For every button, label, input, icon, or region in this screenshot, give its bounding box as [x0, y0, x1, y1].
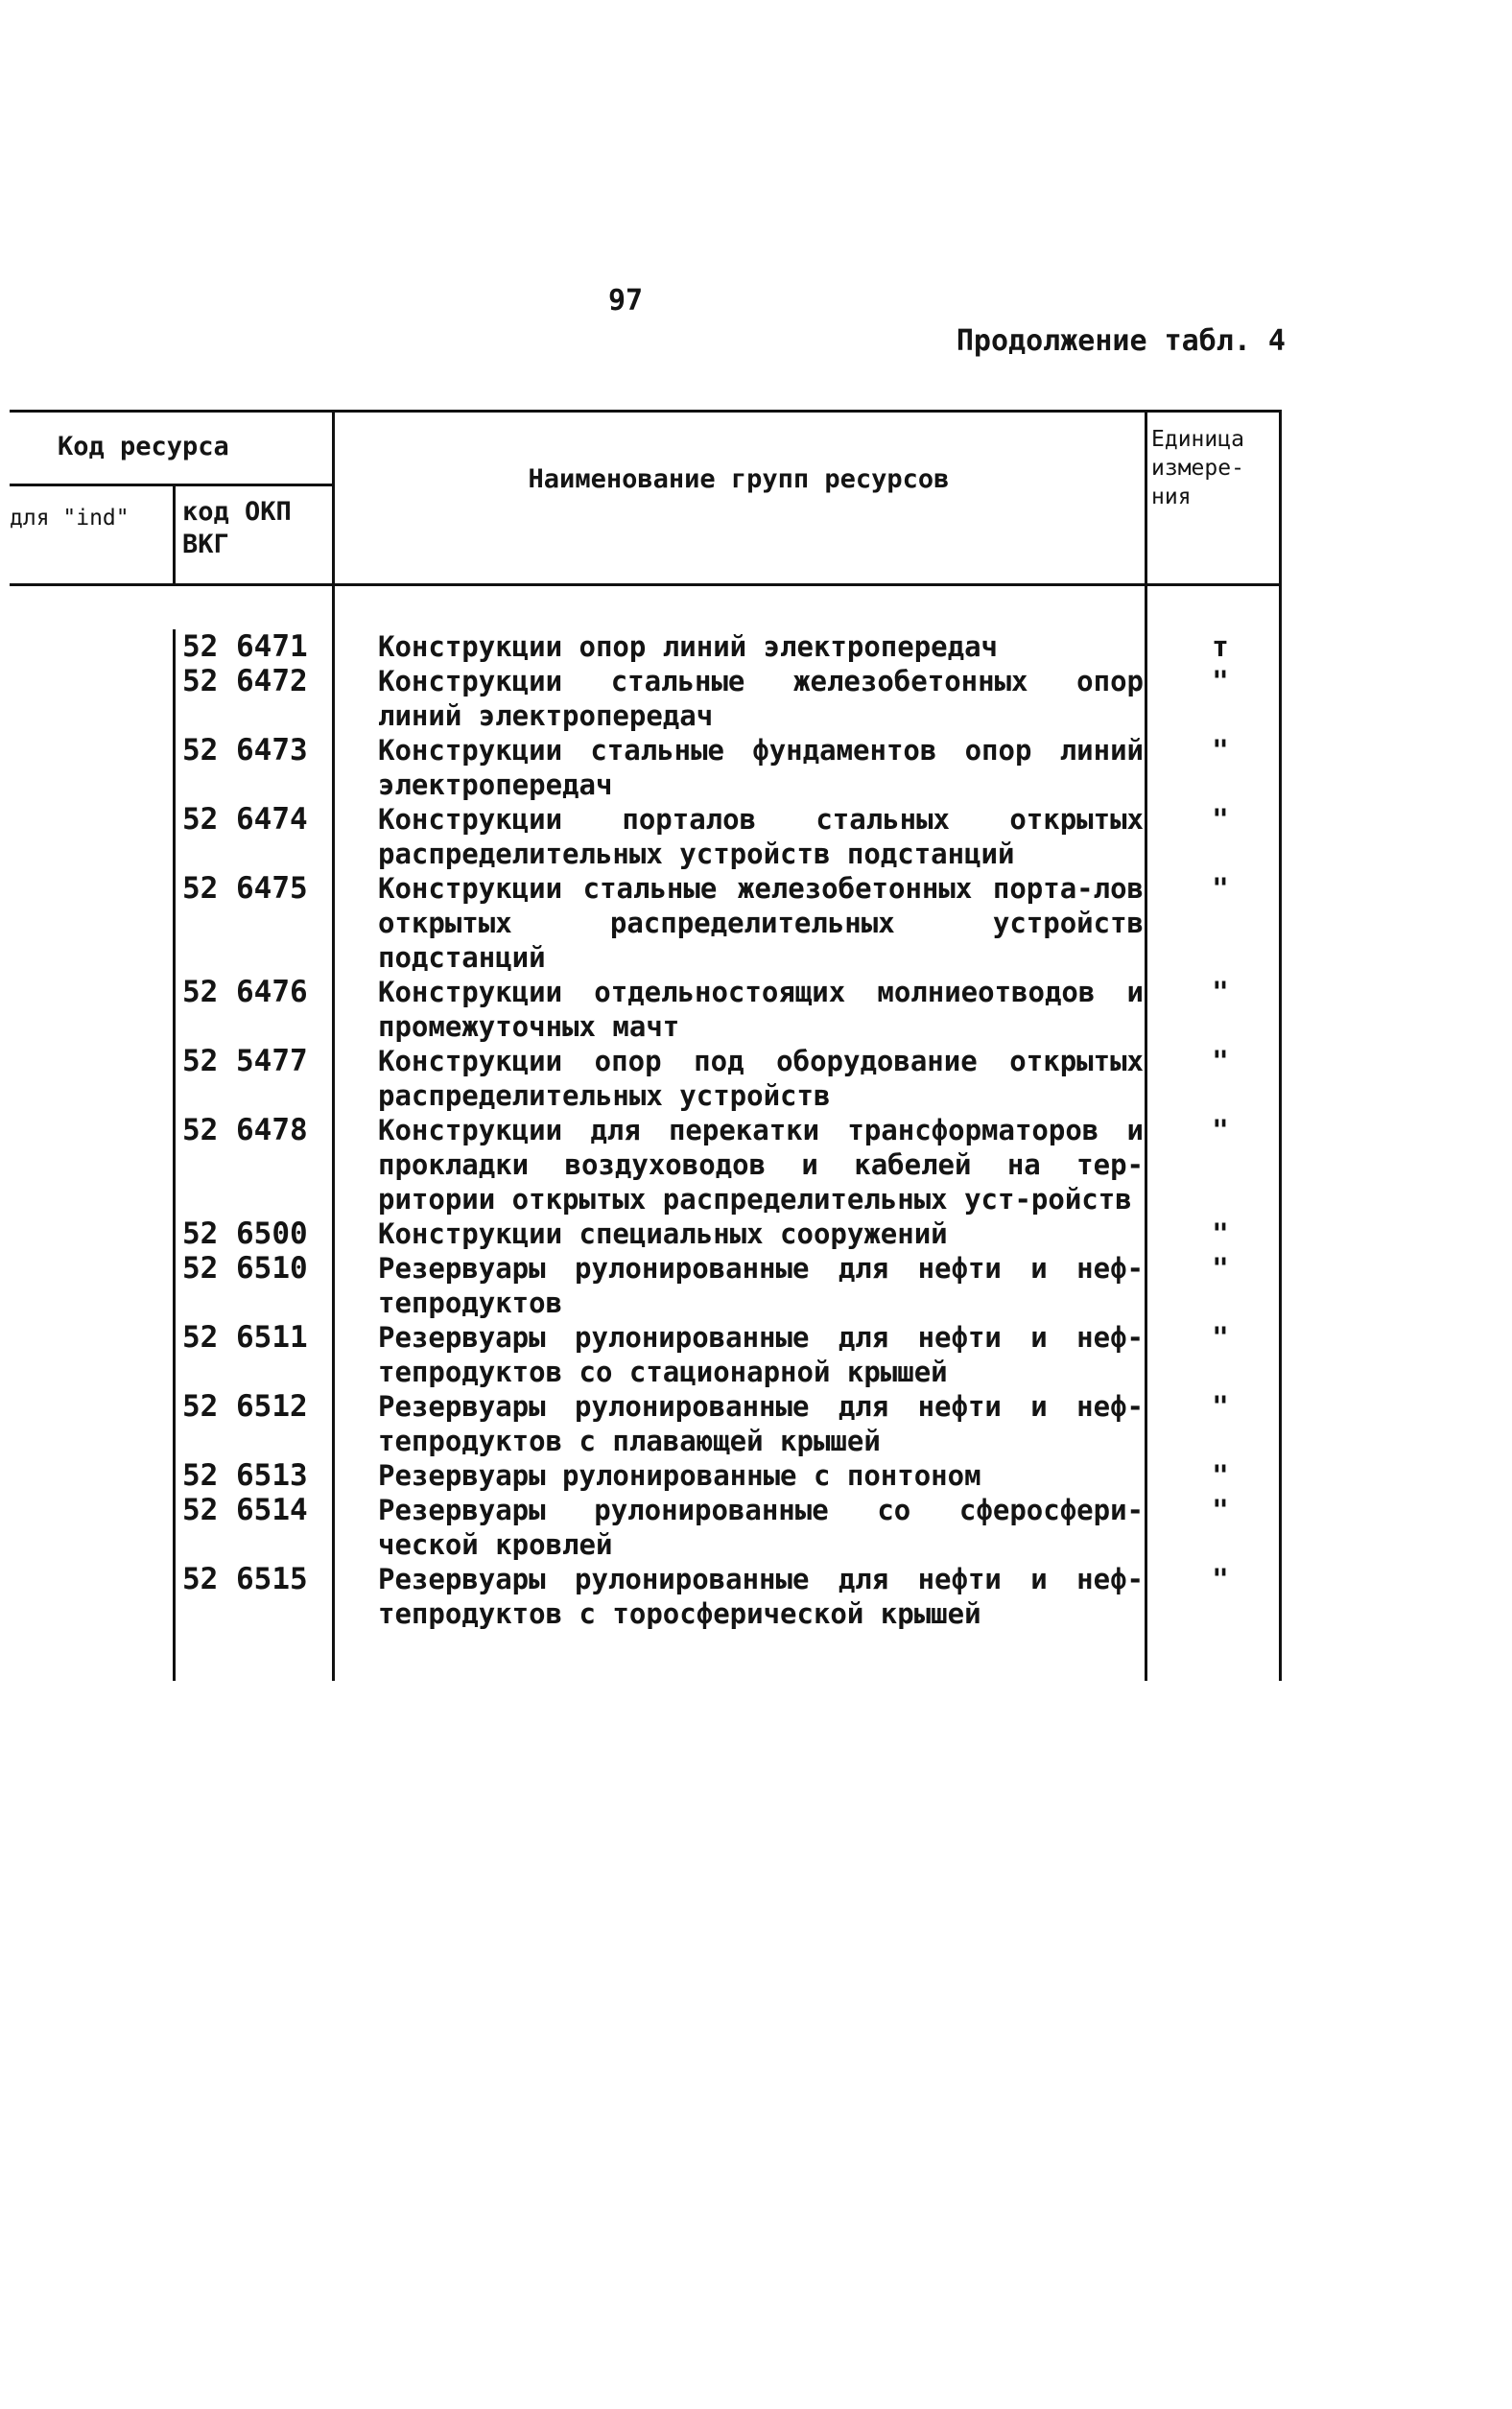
- resource-group-name: Конструкции стальные фундаментов опор линий электропередач: [378, 734, 1144, 801]
- table-row: [10, 1113, 1282, 1216]
- header-resource-code: Код ресурса: [58, 432, 229, 461]
- okp-code: 52 6515: [182, 1562, 308, 1596]
- header-unit: Единица измере-ния: [1151, 427, 1244, 509]
- table-row: [10, 629, 1282, 664]
- okp-code: 52 6471: [182, 629, 308, 664]
- okp-code: 52 6475: [182, 871, 308, 906]
- okp-code: 52 6500: [182, 1216, 308, 1251]
- unit-of-measure: ": [1212, 734, 1229, 767]
- resource-group-name: Резервуары рулонированные для нефти и неф-тепродуктов с торосферической крышей: [378, 1563, 1144, 1630]
- resource-group-name: Конструкции стальные железобетонных опор линий электропередач: [378, 665, 1144, 732]
- resource-group-name: Конструкции порталов стальных открытых распределительных устройств подстанций: [378, 803, 1144, 870]
- table-body: [10, 629, 1282, 1631]
- resource-table: [10, 410, 1282, 1681]
- table-continuation-title: Продолжение табл. 4: [956, 324, 1286, 358]
- table-top-rule: [10, 410, 1282, 413]
- unit-of-measure: ": [1212, 1045, 1229, 1077]
- table-row: [10, 733, 1282, 802]
- resource-group-name: Резервуары рулонированные с понтоном: [378, 1459, 981, 1492]
- unit-of-measure: ": [1212, 872, 1229, 905]
- unit-of-measure: ": [1212, 803, 1229, 836]
- resource-group-name: Резервуары рулонированные со сферосфери-ческой кровлей: [378, 1494, 1144, 1561]
- okp-code: 52 5477: [182, 1044, 308, 1078]
- unit-of-measure: ": [1212, 1390, 1229, 1423]
- header-okp-code: код ОКП ВКГ: [182, 497, 292, 559]
- header-for-ind: для "ind": [10, 506, 130, 531]
- okp-code: 52 6474: [182, 802, 308, 837]
- okp-code: 52 6514: [182, 1493, 308, 1527]
- resource-group-name: Резервуары рулонированные для нефти и неф-тепродуктов с плавающей крышей: [378, 1390, 1144, 1457]
- resource-group-name: Резервуары рулонированные для нефти и неф-тепродуктов: [378, 1252, 1144, 1319]
- header-group-name: Наименование групп ресурсов: [528, 464, 950, 494]
- table-row: [10, 1493, 1282, 1562]
- okp-code: 52 6512: [182, 1389, 308, 1424]
- okp-code: 52 6510: [182, 1251, 308, 1286]
- table-row: [10, 802, 1282, 871]
- table-row: [10, 975, 1282, 1044]
- table-row: [10, 1562, 1282, 1631]
- table-row: [10, 1216, 1282, 1251]
- unit-of-measure: ": [1212, 665, 1229, 697]
- unit-of-measure: т: [1212, 630, 1229, 663]
- page-number: 97: [608, 284, 644, 318]
- resource-group-name: Конструкции опор под оборудование открытых распределительных устройств: [378, 1045, 1144, 1112]
- unit-of-measure: ": [1212, 1459, 1229, 1492]
- okp-code: 52 6478: [182, 1113, 308, 1147]
- okp-code: 52 6476: [182, 975, 308, 1009]
- table-row: [10, 1458, 1282, 1493]
- unit-of-measure: ": [1212, 1321, 1229, 1354]
- table-row: [10, 1044, 1282, 1113]
- resource-group-name: Резервуары рулонированные для нефти и неф-тепродуктов со стационарной крышей: [378, 1321, 1144, 1388]
- unit-of-measure: ": [1212, 1114, 1229, 1146]
- unit-of-measure: ": [1212, 1563, 1229, 1595]
- okp-code: 52 6472: [182, 664, 308, 698]
- table-row: [10, 1251, 1282, 1320]
- okp-code: 52 6473: [182, 733, 308, 768]
- resource-group-name: Конструкции опор линий электропередач: [378, 630, 999, 663]
- header-split-rule: [10, 484, 332, 486]
- unit-of-measure: ": [1212, 1494, 1229, 1526]
- okp-code: 52 6511: [182, 1320, 308, 1355]
- okp-code: 52 6513: [182, 1458, 308, 1493]
- unit-of-measure: ": [1212, 1252, 1229, 1285]
- table-row: [10, 1320, 1282, 1389]
- resource-group-name: Конструкции отдельностоящих молниеотводов и промежуточных мачт: [378, 976, 1144, 1043]
- unit-of-measure: ": [1212, 1217, 1229, 1250]
- unit-of-measure: ": [1212, 976, 1229, 1008]
- header-bottom-rule: [10, 583, 1282, 586]
- resource-group-name: Конструкции стальные железобетонных порта-лов открытых распределительных устройств подстанций: [378, 872, 1144, 974]
- resource-group-name: Конструкции для перекатки трансформаторов и прокладки воздуховодов и кабелей на тер-ритории открытых распределительных уст-ройств: [378, 1114, 1144, 1216]
- table-row: [10, 1389, 1282, 1458]
- resource-group-name: Конструкции специальных сооружений: [378, 1217, 948, 1250]
- col-divider-ind: [173, 484, 176, 583]
- table-row: [10, 871, 1282, 975]
- table-row: [10, 664, 1282, 733]
